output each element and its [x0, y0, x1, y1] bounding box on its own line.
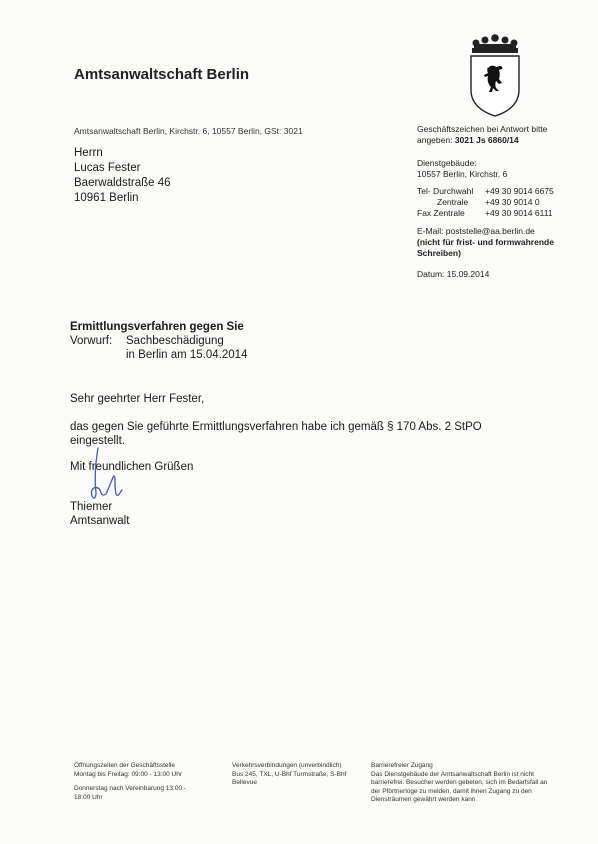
subject-block: [70, 320, 247, 362]
hours-line-1: Montag bis Freitag: 09:00 - 13:00 Uhr: [74, 770, 183, 778]
incident-location-date: in Berlin am 15.04.2014: [126, 349, 248, 361]
closing: Mit freundlichen Grüßen: [70, 461, 194, 473]
body-line-1: das gegen Sie geführte Ermittlungsverfahren habe ich gemäß § 170 Abs. 2 StPO: [70, 421, 482, 433]
signatory-name: Thiemer: [70, 501, 113, 513]
signatory: [70, 500, 129, 528]
greeting: Sehr geehrter Herr Fester,: [70, 393, 205, 405]
email-note-2: Schreiben): [417, 248, 461, 258]
building-block: [417, 158, 507, 180]
building-label: Dienstgebäude:: [417, 158, 477, 168]
subject-title: Ermittlungsverfahren gegen Sie: [70, 321, 244, 333]
phone-central: +49 30 9014 0: [485, 197, 540, 207]
email-block: [417, 226, 554, 259]
transport-line-2: Bellevue: [232, 779, 257, 786]
email-line: E-Mail: poststelle@aa.berlin.de: [417, 226, 535, 236]
transport-line-1: Bus 245, TXL, U-Bhf Turmstraße, S-Bhf: [232, 770, 347, 778]
recipient-name: Lucas Fester: [74, 162, 141, 174]
access-line-4: Diensträumen gewährt werden kann: [371, 796, 476, 803]
building-address: 10557 Berlin, Kirchstr. 6: [417, 169, 508, 179]
charge-label: Vorwurf:: [70, 335, 113, 347]
recipient-city: 10961 Berlin: [74, 192, 139, 204]
access-title: Barrierefreier Zugang: [371, 762, 433, 769]
charge-text: Sachbeschädigung: [126, 335, 224, 347]
berlin-bear-crest-icon: [468, 34, 522, 118]
access-line-2: barrierefrei. Besucher werden gebeten, sich im Bedarfsfall an: [371, 779, 548, 786]
phone-direct-label: Tel- Durchwahl: [417, 186, 474, 196]
sender-return-line: Amtsanwaltschaft Berlin, Kirchstr. 6, 10557 Berlin, GSt: 3021: [74, 126, 303, 136]
recipient-salutation: Herrn: [74, 147, 103, 159]
handwritten-signature: [84, 446, 134, 502]
transport-title: Verkehrsverbindungen (unverbindlich): [232, 762, 342, 769]
hours-title: Öffnungszeiten der Geschäftsstelle: [74, 762, 176, 769]
footer-transport: [232, 762, 346, 788]
access-line-1: Das Dienstgebäude der Amtsanwaltschaft Berlin ist nicht: [371, 770, 534, 778]
footer-hours: [74, 762, 186, 802]
phone-direct: +49 30 9014 6675: [485, 186, 554, 196]
footer-accessibility: [371, 762, 547, 805]
reference-block: [417, 124, 547, 146]
email-note-1: (nicht für frist- und formwahrende: [417, 237, 554, 247]
letter-date: Datum: 15.09.2014: [417, 269, 490, 279]
body-line-2: eingestellt.: [70, 435, 125, 447]
authority-name: Amtsanwaltschaft Berlin: [74, 66, 250, 83]
recipient-address: [74, 146, 171, 206]
fax-number: +49 30 9014 6111: [485, 208, 553, 218]
signatory-title: Amtsanwalt: [70, 515, 130, 527]
recipient-street: Baerwaldstraße 46: [74, 177, 171, 189]
reference-prefix: angeben:: [417, 135, 453, 145]
phone-central-label: Zentrale: [437, 197, 469, 207]
reference-label: Geschäftszeichen bei Antwort bitte: [417, 124, 548, 134]
hours-line-2: Donnerstag nach Vereinbarung 13:00 -: [74, 785, 187, 792]
phone-block: [417, 186, 554, 219]
fax-label: Fax Zentrale: [417, 208, 465, 218]
reference-number: 3021 Js 6860/14: [454, 135, 519, 145]
hours-line-3: 18:00 Uhr: [74, 793, 103, 801]
access-line-3: der Pförtnerloge zu melden, damit ihnen Zugang zu den: [371, 787, 532, 795]
